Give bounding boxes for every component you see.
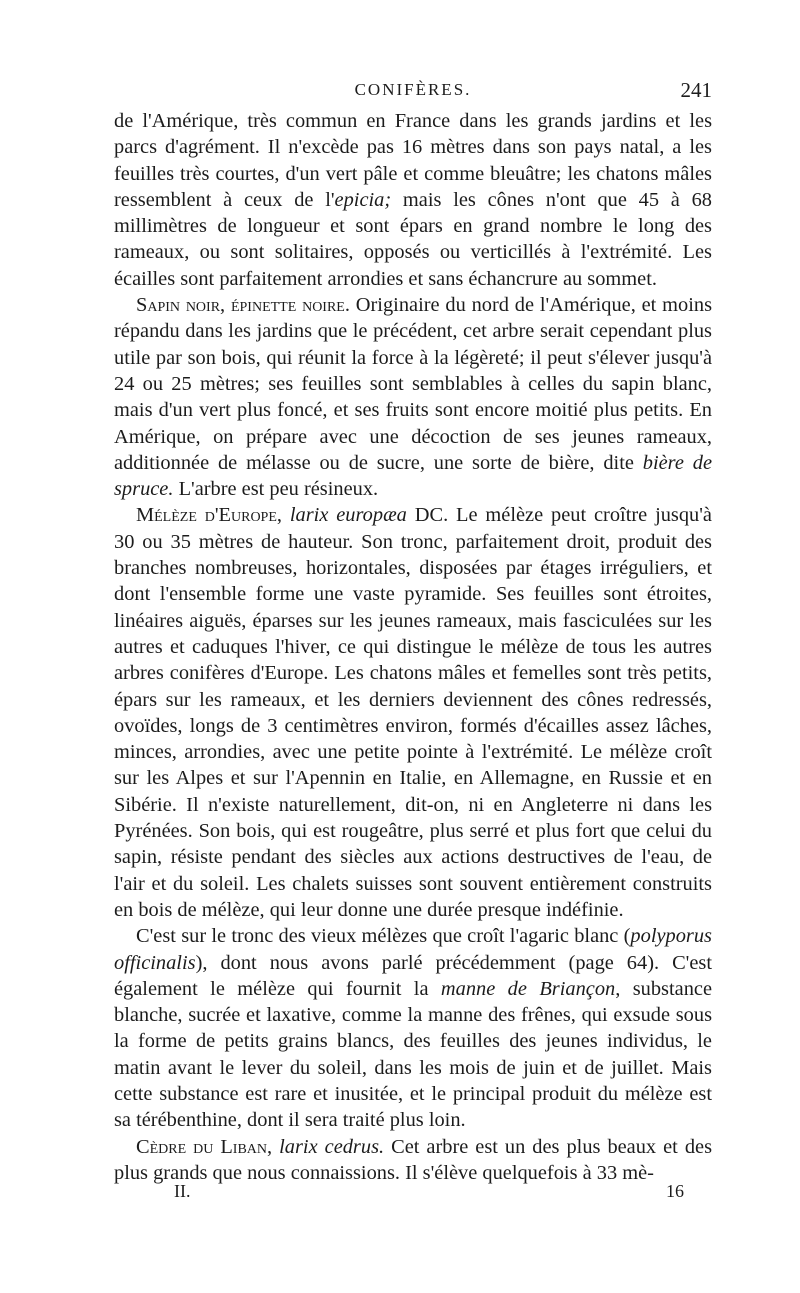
paragraph-text: L'arbre est peu résineux. [173, 478, 379, 501]
body-text [114, 108, 712, 1186]
paragraph-text: Cet arbre est un des plus beaux et des plus grands que nous connaissions. Il s'élève quelquefois à 33 mè- [114, 1135, 713, 1184]
italic-term: bière de spruce. [114, 451, 712, 501]
paragraph-meleze [114, 502, 712, 923]
paragraph-text: mais les cônes n'ont que 45 à 68 millimètres de longueur et sont épars en grand nombre le long des rameaux, ou sont solitaires, opposés ou verticillés à l'extrémité. Les écailles sont parfaitement arrondies et sans échancrure au sommet. [114, 188, 712, 290]
paragraph-text: ), dont nous avons parlé précédemment (page 64). C'est également le mélèze qui fournit la [114, 951, 712, 1000]
paragraph-text: C'est sur le tronc des vieux mélèzes que croît l'agaric blanc ( [136, 925, 631, 948]
species-name: larix cedrus. [279, 1135, 385, 1158]
entry-heading: Mélèze d'Europe, [136, 504, 282, 527]
paragraph-continued [114, 108, 712, 292]
paragraph-text: Originaire du nord de l'Amérique, et moins répandu dans les jardins que le précédent, cet arbre serait cependant plus utile par son bois, qui réunit la force à la légèreté; il peut s'élever jusqu'à 24 ou 25 mètres; ses feuilles sont semblables à celles du sapin blanc, mais d'un vert plus foncé, et ses fruits sont encore moitié plus petits. En Amérique, on prépare avec une décoction de ses jeunes rameaux, additionnée de mélasse ou de sucre, une sorte de bière, dite [114, 294, 713, 474]
paragraph-text: DC. Le mélèze peut croître jusqu'à 30 ou 35 mètres de hauteur. Son tronc, parfaitement droit, produit des branches nombreuses, horizontales, disposées par étages irréguliers, et dont l'ensemble forme une vaste pyramide. Ses feuilles sont étroites, linéaires aiguës, éparses sur les jeunes rameaux, mais fasciculées sur les autres et caduques l'hiver, ce qui distingue le mélèze de tous les autres arbres conifères d'Europe. Les chatons mâles et femelles sont très petits, épars sur les rameaux, et les derniers deviennent des cônes redressés, ovoïdes, longs de 3 centimètres environ, formés d'écailles assez lâches, minces, arrondies, avec une petite pointe à l'extrémité. Le mélèze croît sur les Alpes et sur l'Apennin en Italie, en Allemagne, en Russie et en Sibérie. Il n'existe naturellement, dit-on, ni en Angleterre ni dans les Pyrénées. Son bois, qui est rougeâtre, plus serré et plus fort que celui du sapin, résiste pendant des siècles aux actions destructives de l'eau, de l'air et du soleil. Les chalets suisses sont souvent entièrement construits en bois de mélèze, qui leur donne une durée presque indéfinie. [114, 504, 712, 921]
book-page [114, 78, 712, 1186]
paragraph-sapin-noir [114, 292, 712, 502]
sheet-number: 16 [666, 1181, 684, 1201]
entry-heading: Cèdre du Liban, [136, 1135, 273, 1158]
page-number: 241 [680, 78, 712, 102]
species-name: epicia; [334, 188, 392, 211]
italic-term: manne de Briançon [440, 977, 616, 1000]
entry-heading: Sapin noir, épinette noire. [136, 294, 350, 317]
paragraph-agaric [114, 923, 712, 1133]
species-name: polyporus officinalis [114, 925, 712, 974]
paragraph-text: , substance blanche, sucrée et laxative, comme la manne des frênes, qui exsude sous la forme de petits grains blancs, des feuilles des jeunes individus, le matin avant le lever du soleil, dans les mois de juin et de juillet. Mais cette substance est rare et inusitée, et le principal produit du mélèze est sa térébenthine, dont il sera traité plus loin. [114, 977, 712, 1132]
page-header [114, 78, 712, 102]
paragraph-text: de l'Amérique, très commun en France dans les grands jardins et les parcs d'agrément. Il n'excède pas 16 mètres dans son pays natal, a les feuilles très courtes, d'un vert pâle et comme bleuâtre; les chatons mâles ressemblent à ceux de l' [114, 110, 712, 211]
paragraph-cedre [114, 1134, 712, 1187]
signature-mark: II. [174, 1181, 191, 1201]
species-name: larix europæa [289, 504, 407, 527]
running-title: CONIFÈRES. [354, 80, 472, 99]
